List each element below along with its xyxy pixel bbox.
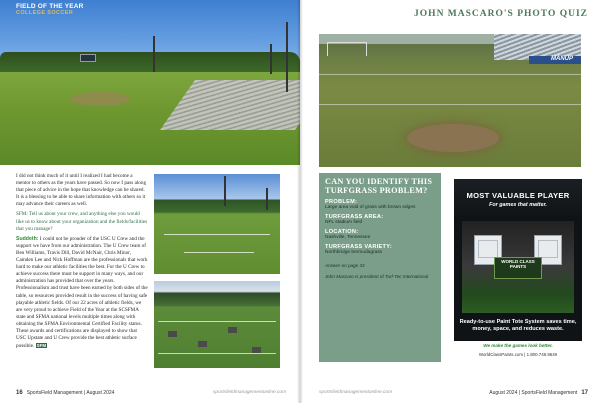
quiz-label-location: LOCATION: xyxy=(325,229,359,235)
tent xyxy=(198,341,207,347)
field-photo-aerial xyxy=(154,174,280,274)
answer-note: Answer on page 33 xyxy=(325,263,365,268)
section-title: FIELD OF THE YEAR xyxy=(16,3,84,10)
article-question xyxy=(16,211,148,232)
page-number: 17 xyxy=(581,390,588,396)
yard-line xyxy=(319,104,581,105)
tent xyxy=(168,331,177,337)
quiz-label-area: TURFGRASS AREA: xyxy=(325,214,384,220)
hero-light-pole xyxy=(286,22,288,92)
publication-line: SportsField Management | August 2024 xyxy=(26,390,115,396)
quiz-label-variety: TURFGRASS VARIETY: xyxy=(325,244,393,250)
ad-header xyxy=(454,179,582,221)
speaker-name: Suddeth: xyxy=(16,235,39,242)
ad-contact[interactable]: WorldClassPaints.com | 1.800.748.9649 xyxy=(478,352,558,357)
field-photo-event xyxy=(154,281,280,368)
hero-treeline xyxy=(0,52,300,74)
tote-cage xyxy=(478,240,498,258)
tent xyxy=(228,327,237,333)
yard-line xyxy=(319,74,581,75)
hero-photo xyxy=(0,0,300,165)
end-mark: SFM xyxy=(36,343,47,349)
paragraph-text: I did not think much of it until I realized I had become a mentor to others as the years have passed. So now I pass along that piece of advice in the hope that knowledge can be shared. It is a blessing to be able to share information with others so it may advance their careers as well. xyxy=(16,173,147,208)
quiz-page-title: JOHN MASCARO'S PHOTO QUIZ xyxy=(414,9,588,19)
hero-light-pole xyxy=(270,44,272,74)
banner-text: MANUP xyxy=(551,56,573,62)
quiz-value-variety: Northbridge bermudagrass xyxy=(325,250,383,255)
paragraph-text: I could not be prouder of the USC U Crew and the support we have from our administration. The U Crew team of Ben Williams, Travis Dill, David McNair, Chris Minor, Camden Lee and Nick Hoffman are the professionals that work hard to make our athletic facilities the best. For the U Crew to achieve success there must be support in many ways, and our administration has provided that over the years. Professionalism and trust have been earned by both sides of the table, so resources provided result in the success of having safe playable athletic fields. Of our 22 acres of athletic fields, we are very proud to achieve Field of the Year at the SCSFMA state and SFMA national levels multiple times along with obtaining the SFMA Environmental Certified Facility status. These awards and certifications are displayed to show that USC Upstate and U Crew provide the best athletic surface possible. xyxy=(16,235,148,350)
bare-turf-area xyxy=(407,124,499,152)
article-paragraph xyxy=(16,173,148,208)
ad-slogan: We make the games look better. xyxy=(483,343,553,348)
quiz-photo xyxy=(319,34,581,167)
ad-title: MOST VALUABLE PLAYER xyxy=(466,191,570,200)
hero-light-pole xyxy=(153,36,155,72)
field-line xyxy=(164,234,270,235)
publication-line: August 2024 | SportsField Management xyxy=(489,390,578,396)
author-credit: John Mascaro is president of Turf-Tec International xyxy=(325,274,429,279)
hero-scoreboard xyxy=(80,54,96,62)
field-line xyxy=(184,252,254,253)
ad-body: Ready-to-use Paint Tote System saves time, money, space, and reduces waste. xyxy=(459,319,577,332)
page-number: 16 xyxy=(16,390,23,396)
advertisement[interactable] xyxy=(454,179,582,364)
ad-tagline: For games that matter. xyxy=(489,202,547,208)
field-line xyxy=(158,353,276,354)
quiz-value-area: NFL stadium field xyxy=(325,220,363,225)
section-subtitle: COLLEGE SOCCER xyxy=(16,9,74,16)
hero-dirt-patch xyxy=(70,92,130,106)
right-folio xyxy=(488,390,588,396)
article-body xyxy=(16,173,148,353)
footer-url: sportsfieldmanagementonline.com xyxy=(319,390,393,395)
brand-badge-text: WORLD CLASS PAINTS xyxy=(501,259,535,269)
footer-url: sportsfieldmanagementonline.com xyxy=(213,390,287,395)
section-header xyxy=(16,4,84,17)
spine-gutter xyxy=(297,0,303,403)
goal-post xyxy=(327,42,367,56)
light-pole xyxy=(224,176,226,206)
quiz-value-location: Nashville, Tennessee xyxy=(325,235,371,240)
quiz-box xyxy=(319,173,441,362)
question-text: SFM: Tell us about your crew, and anything else you would like us to know about your organization and the fields/facilities that you manage? xyxy=(16,211,148,232)
quiz-question: CAN YOU IDENTIFY THIS TURFGRASS PROBLEM? xyxy=(325,177,433,195)
quiz-value-problem: Large area void of grass with brown edges xyxy=(325,205,416,210)
field-line xyxy=(158,321,276,322)
tote-cage xyxy=(538,240,558,258)
left-folio xyxy=(16,390,114,396)
quiz-label-problem: PROBLEM: xyxy=(325,199,358,205)
light-pole xyxy=(266,188,268,210)
article-paragraph xyxy=(16,236,148,351)
